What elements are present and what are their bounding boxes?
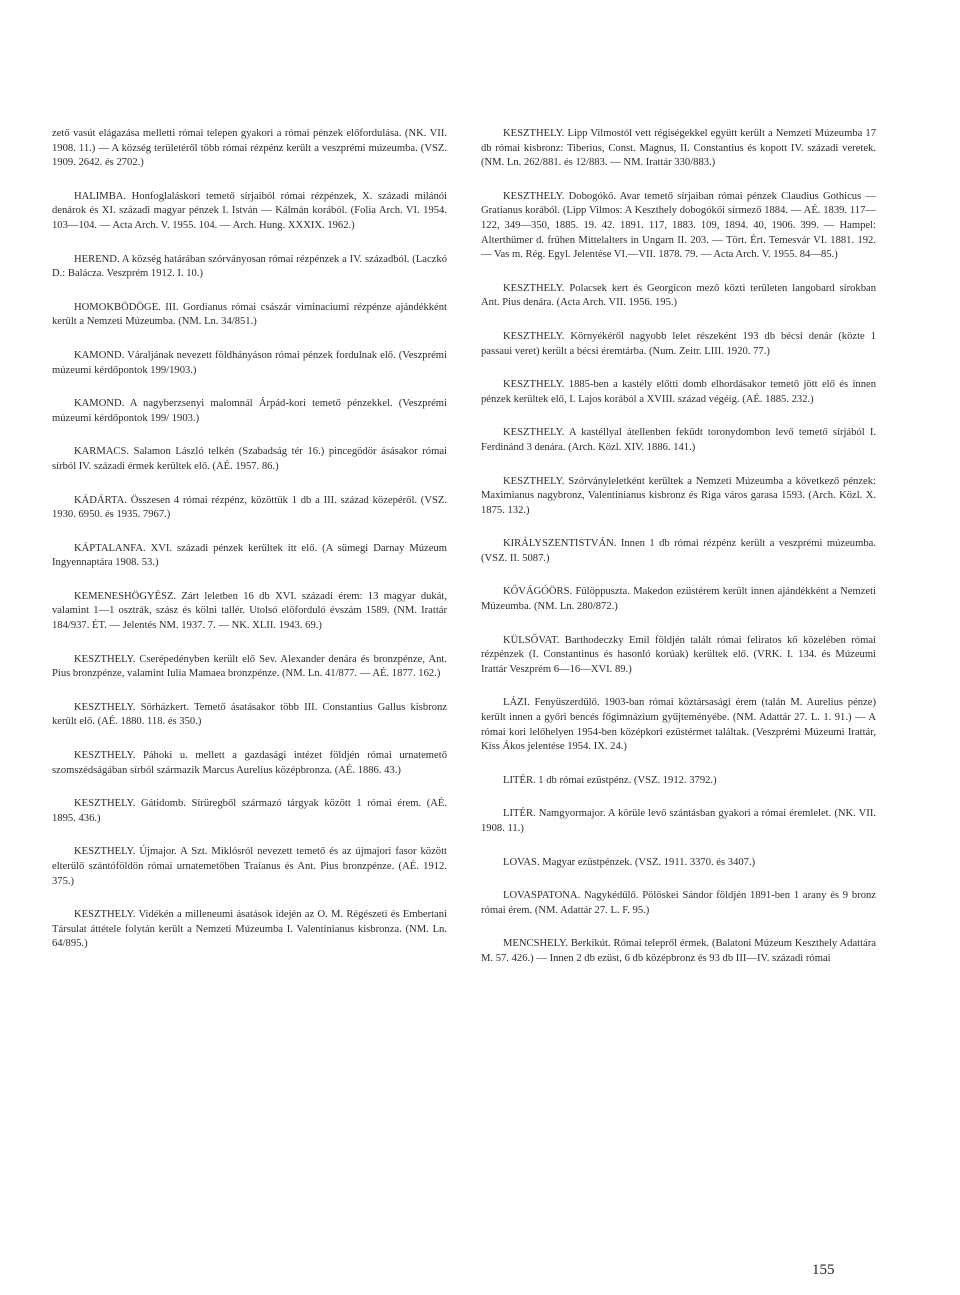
entry-halimba: HALIMBA. Honfoglaláskori temető sírjaiból római rézpénzek, X. századi milánói denárok és XI. századi magyar pénzek I. István — Kálmán korából. (Folia Arch. VI. 1954. 103—104. — Acta Arch. V. 1955. 104. — Arch. Hung. XXXIX. 1962.)	[52, 190, 447, 231]
left-column	[52, 127, 447, 971]
entry-kadarta: KÁDÁRTA. Összesen 4 római rézpénz, közöttük 1 db a III. század közepéről. (VSZ. 1930. 6950. és 1935. 7967.)	[52, 494, 447, 521]
entry-keszthely-9: KESZTHELY. Polacsek kert és Georgicon mező közti területen langobard sírokban Ant. Pius denára. (Acta Arch. VII. 1956. 195.)	[481, 282, 876, 309]
entry-herend: HEREND. A község határában szórványosan római rézpénzek a IV. századból. (Laczkó D.: Balácza. Veszprém 1912. I. 10.)	[52, 253, 447, 280]
entry-keszthely-8: KESZTHELY. Dobogókő. Avar temető sírjaiban római pénzek Claudius Gothicus — Gratianus korából. (Lipp Vilmos: A Keszthely dobogókői sírmező 1884. — AÉ. 1839. 117—122, 349—350, 1885. 19. 42. 1891. 117, 1883. 109, 1894. 40, 1906. 399. — Hampel: Alterthümer d. frühen Mittelalters in Ungarn II. 203. — Tört. Ért. Temesvár VI. 1881. 192. — Vas m. Rég. Egyl. Jelentése VI.—VII. 1878. 79. — Acta Arch. V. 1955. 84—85.)	[481, 190, 876, 261]
entry-keszthely-2: KESZTHELY. Sörházkert. Temető ásatásakor több III. Constantius Gallus kisbronz került elő. (AÉ. 1880. 118. és 350.)	[52, 701, 447, 728]
entry-continuation: zető vasút elágazása melletti római telepen gyakori a római pénzek előfordulása. (NK. VII. 1908. 11.) — A község területéről több római rézpénz került a veszprémi múzeumba. (VSZ. 1909. 2642. és 2702.)	[52, 128, 447, 169]
entry-keszthely-13: KESZTHELY. Szórványleletként kerültek a Nemzeti Múzeumba a következő pénzek: Maximianus nagybronz, Valentinianus kisbronz és Riga város garasa 1593. (Arch. Közl. X. 1875. 132.)	[481, 475, 876, 516]
entry-karmacs: KARMACS. Salamon László telkén (Szabadság tér 16.) pincegödör ásásakor római sírból IV. századi érmek kerültek elő. (AÉ. 1957. 86.)	[52, 446, 447, 472]
entry-keszthely-10: KESZTHELY. Környékéről nagyobb lelet részeként 193 db bécsi denár (közte 1 passaui veret) került a bécsi éremtárba. (Num. Zeitr. LIII. 1920. 77.)	[481, 330, 876, 357]
entry-keszthely-4: KESZTHELY. Gátidomb. Sírüregből származó tárgyak között 1 római érem. (AÉ. 1895. 436.)	[52, 798, 447, 824]
entry-lovas: LOVAS. Magyar ezüstpénzek. (VSZ. 1911. 3370. és 3407.)	[503, 856, 756, 868]
entry-keszthely-5: KESZTHELY. Újmajor. A Szt. Miklósról nevezett temető és az újmajori fasor között elterülő szántóföldön római urnatemetőben Traianus és Ant. Pius bronzpénze. (AÉ. 1912. 375.)	[52, 846, 447, 887]
entry-liter-2: LITÉR. Namgyormajor. A körüle levő szántásban gyakori a római éremlelet. (NK. VII. 1908. 11.)	[481, 808, 876, 834]
page-number: 155	[812, 1262, 835, 1278]
entry-mencshely: MENCSHELY. Berkikút. Római telepről érmek. (Balatoni Múzeum Keszthely Adattára M. 57. 426.) — Innen 2 db ezüst, 6 db középbronz és 93 db III—IV. századi római	[481, 938, 876, 964]
entry-kamond-2: KAMOND. A nagyberzsenyi malomnál Árpád-kori temető pénzekkel. (Veszprémi múzeumi kérdőpontok 199/ 1903.)	[52, 398, 447, 424]
entry-homokbodoge: HOMOKBÖDÖGE. III. Gordianus római császár viminaciumi rézpénze ajándékként került a Nemzeti Múzeumba. (NM. Ln. 34/851.)	[52, 301, 447, 328]
entry-liter-1: LITÉR. 1 db római ezüstpénz. (VSZ. 1912. 3792.)	[503, 774, 717, 786]
entry-kamond-1: KAMOND. Váraljának nevezett földhányáson római pénzek fordulnak elő. (Veszprémi múzeumi kérdőpontok 199/1903.)	[52, 349, 447, 376]
entry-keszthely-6: KESZTHELY. Vidékén a milleneumi ásatások idején az O. M. Régészeti és Embertani Társulat áttétele folytán került a Nemzeti Múzeumba I. Valentinianus kisbronza. (NM. Ln. 64/895.)	[52, 909, 447, 950]
right-column	[481, 127, 876, 986]
entry-kiralyszentistvan: KIRÁLYSZENTISTVÁN. Innen 1 db római rézpénz került a veszprémi múzeumba. (VSZ. II. 5087.)	[481, 538, 876, 564]
entry-keszthely-7: KESZTHELY. Lipp Vilmostól vett régiségekkel együtt került a Nemzeti Múzeumba 17 db római kisbronz: Tiberius, Const. Magnus, II. Constantius és kopott IV. századi veretek. (NM. Ln. 262/881. és 12/883. — NM. Irattár 330/883.)	[481, 128, 876, 169]
entry-keszthely-3: KESZTHELY. Páhoki u. mellett a gazdasági intézet földjén római urnatemető szomszédságában sírból származik Marcus Aurelius középbronza. (AÉ. 1886. 43.)	[52, 750, 447, 776]
entry-kaptalanfa: KÁPTALANFA. XVI. századi pénzek kerültek itt elő. (A sümegi Darnay Múzeum Ingyennaptára 1908. 53.)	[52, 542, 447, 569]
entry-keszthely-11: KESZTHELY. 1885-ben a kastély előtti domb elhordásakor temető jött elő és innen pénzek kerültek elő, I. Lajos korából a XVIII. század végéig. (AÉ. 1885. 232.)	[481, 379, 876, 405]
entry-kulsovat: KÜLSŐVAT. Barthodeczky Emil földjén talált római feliratos kő közelében római rézpénzek (I. Constantinus és hasonló korúak) kerültek elő. (VRK. I. 134. és Múzeumi Irattár Veszprém 6—16—XVI. 89.)	[481, 634, 876, 675]
entry-lazi: LÁZI. Fenyüszerdűlő. 1903-ban római köztársasági érem (talán M. Aurelius pénze) került innen a győri bencés főgimnázium gyűjteményébe. (NM. Adattár 27. L. 1. 91.) — A római kori lelőhelyen 1954-ben középkori ezüstérmet találtak. (Veszprémi Múzeumi Irattár, Kiss Ákos jelentése 1954. IX. 24.)	[481, 697, 876, 753]
entry-keszthely-12: KESZTHELY. A kastéllyal átellenben feküdt toronydombon levő temető sírjából I. Ferdinánd 3 denára. (Arch. Közl. XIV. 1886. 141.)	[481, 427, 876, 453]
entry-keszthely-1: KESZTHELY. Cserépedényben került elő Sev. Alexander denára és bronzpénze, Ant. Pius bronzpénze, valamint Iulia Mamaea bronzpénze. (NM. Ln. 41/877. — AÉ. 1877. 162.)	[52, 653, 447, 680]
entry-lovaspatona: LOVASPATONA. Nagykédűlő. Pölöskei Sándor földjén 1891-ben 1 arany és 9 bronz római érem. (NM. Adattár 27. L. F. 95.)	[481, 890, 876, 916]
entry-kovagoors: KŐVÁGÓÖRS. Fülöppuszta. Makedon ezüstérem került innen ajándékként a Nemzeti Múzeumba. (NM. Ln. 280/872.)	[481, 586, 876, 613]
entry-kemeneshogyesz: KEMENESHÖGYÉSZ. Zárt leletben 16 db XVI. századi érem: 13 magyar dukát, valamint 1—1 osztrák, szász és kölni tallér. Utolsó előforduló évszám 1589. (NM. Irattár 184/937. ÉT. — Jelentés NM. 1937. 7. — NK. XLII. 1943. 69.)	[52, 590, 447, 632]
